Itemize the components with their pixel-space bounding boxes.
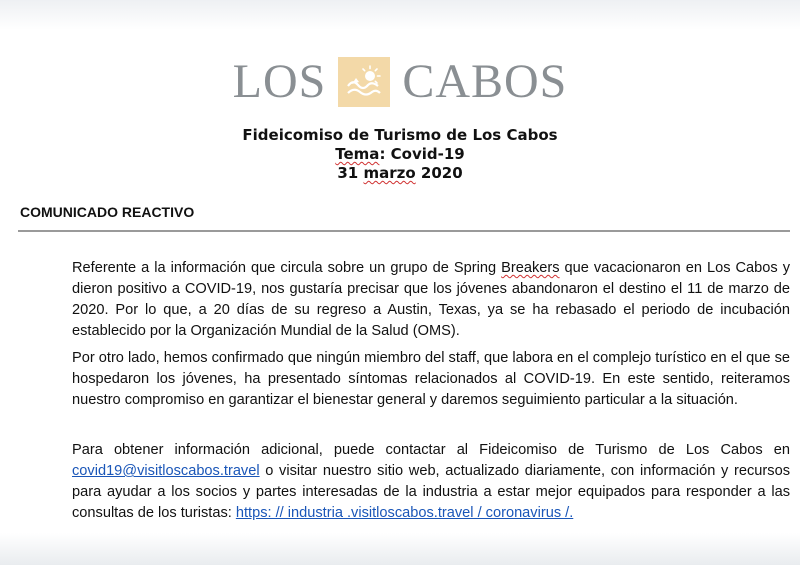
header-date xyxy=(0,164,800,183)
logo-word-right: CABOS xyxy=(402,55,568,108)
spellcheck-word: Tema xyxy=(335,145,380,163)
paragraph-3-text-b: o visitar nuestro sitio web, actualizado diariamente, con información y recursos para ayudar a los socios y partes interesadas de la industria a estar mejor equipados para responder a las consultas de los turistas: xyxy=(72,463,790,521)
paragraph-1-text-b: que vacacionaron en Los Cabos y dieron positivo a COVID-19, nos gustaría precisar que los jóvenes abandonaron el destino el 11 de marzo de 2020. Por lo que, a 20 días de su regreso a Austin, Texas, ya se ha rebasado el periodo de incubación establecido por la Organización Mundial de la Salud (OMS). xyxy=(72,260,790,339)
paragraph-3 xyxy=(72,440,790,524)
sun-wave-icon xyxy=(338,57,390,107)
paragraph-1 xyxy=(72,258,790,342)
date-month: marzo xyxy=(363,164,416,182)
header-topic xyxy=(0,145,800,164)
top-shadow xyxy=(0,0,800,30)
email-link[interactable]: covid19@visitloscabos.travel xyxy=(72,463,260,479)
date-day: 31 xyxy=(337,164,359,182)
horizontal-divider xyxy=(18,230,790,232)
spellcheck-word: Breakers xyxy=(501,260,560,276)
paragraph-1-text-a: Referente a la información que circula sobre un grupo de Spring xyxy=(72,260,502,276)
bottom-shadow xyxy=(0,533,800,565)
paragraph-2: Por otro lado, hemos confirmado que ningún miembro del staff, que labora en el complejo turístico en el que se hospedaron los jóvenes, ha presentado síntomas relacionados al COVID-19. En este sentido, reiteramos nuestro compromiso en garantizar el bienestar general y daremos seguimiento particular a la situación. xyxy=(72,350,790,408)
logo-word-left: LOS xyxy=(232,55,327,108)
header-topic-value: : Covid-19 xyxy=(379,145,465,163)
los-cabos-logo xyxy=(0,56,800,108)
document-header xyxy=(0,126,800,183)
paragraph-3-text-a: Para obtener información adicional, puede contactar al Fideicomiso de Turismo de Los Cabos en xyxy=(72,442,790,458)
date-year: 2020 xyxy=(420,164,463,182)
website-link[interactable]: https: // industria .visitloscabos.travel / coronavirus /. xyxy=(235,505,574,521)
header-organization: Fideicomiso de Turismo de Los Cabos xyxy=(242,126,558,144)
section-title: COMUNICADO REACTIVO xyxy=(20,204,195,220)
